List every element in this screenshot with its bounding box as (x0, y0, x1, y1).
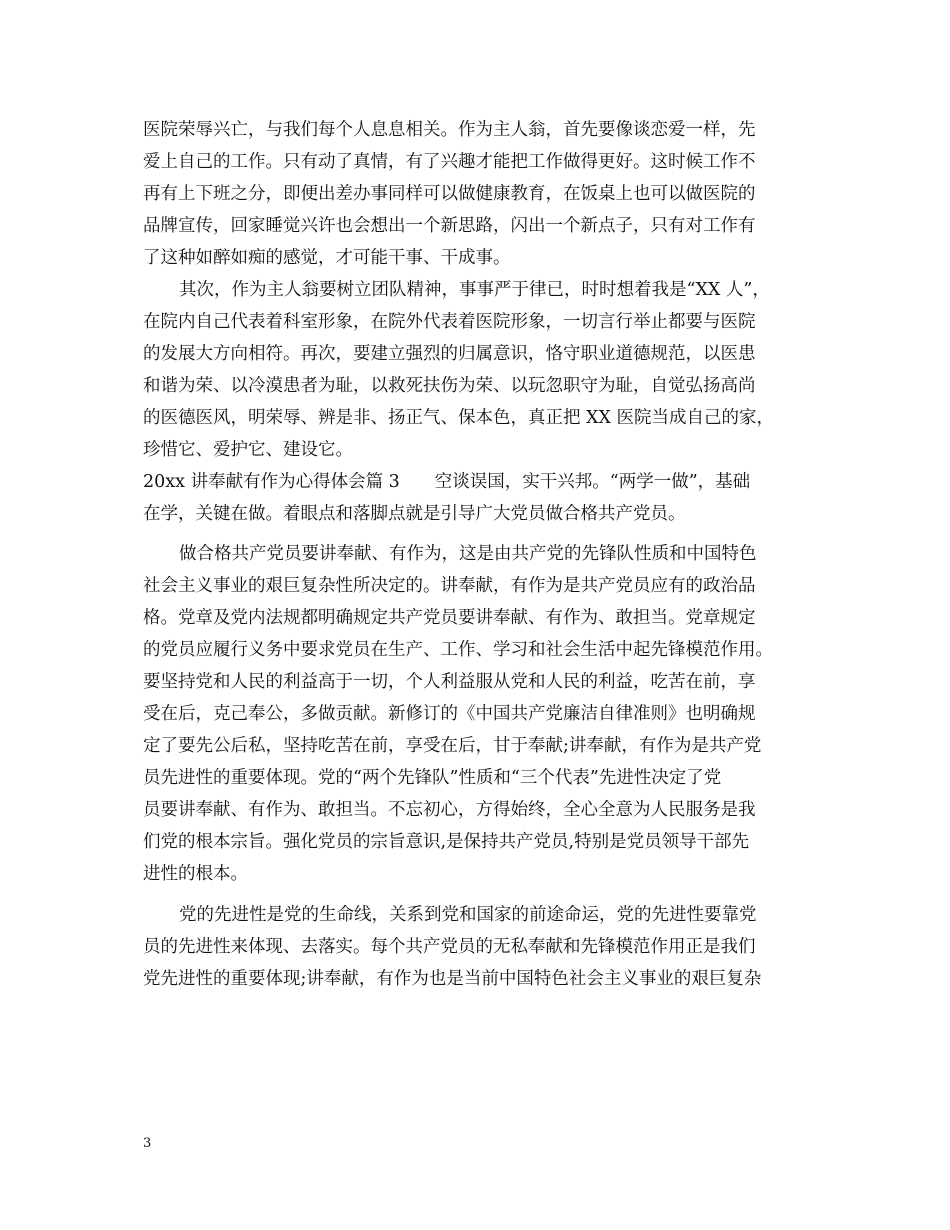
text-line: 受在后，克己奉公，多做贡献。新修订的《中国共产党廉洁自律准则》也明确规 (143, 704, 756, 724)
text-line: 做合格共产党员要讲奉献、有作为，这是由共产党的先锋队性质和中国特色 (179, 544, 757, 564)
text-line: 定了要先公后私，坚持吃苦在前，享受在后，甘于奉献;讲奉献，有作为是共产党 (143, 736, 762, 756)
page-number: 3 (143, 1136, 152, 1151)
text-line: 格。党章及党内法规都明确规定共产党员要讲奉献、有作为、敢担当。党章规定 (143, 608, 756, 628)
text-line: 医院荣辱兴亡，与我们每个人息息相关。作为主人翁，首先要像谈恋爱一样，先 (143, 120, 756, 140)
text-line: 进性的根本。 (143, 864, 248, 884)
text-line: 的发展大方向相符。再次，要建立强烈的归属意识，恪守职业道德规范，以医患 (143, 344, 756, 364)
text-line: 们党的根本宗旨。强化党员的宗旨意识,是保持共产党员,特别是党员领导干部先 (143, 832, 750, 852)
text-line: 品牌宣传，回家睡觉兴许也会想出一个新思路，闪出一个新点子，只有对工作有 (143, 216, 756, 236)
text-line: 在院内自己代表着科室形象，在院外代表着医院形象，一切言行举止都要与医院 (143, 312, 756, 332)
text-line: 的党员应履行义务中要求党员在生产、工作、学习和社会生活中起先锋模范作用。 (143, 640, 773, 660)
text-line: 爱上自己的工作。只有动了真情，有了兴趣才能把工作做得更好。这时候工作不 (143, 152, 756, 172)
text-line: 在学，关键在做。着眼点和落脚点就是引导广大党员做合格共产党员。 (143, 504, 686, 524)
text-line: 社会主义事业的艰巨复杂性所决定的。讲奉献，有作为是共产党员应有的政治品 (143, 576, 756, 596)
text-line: 和谐为荣、以冷漠患者为耻，以救死扶伤为荣、以玩忽职守为耻，自觉弘扬高尚 (143, 376, 756, 396)
text-line: 员的先进性来体现、去落实。每个共产党员的无私奉献和先锋模范作用正是我们 (143, 937, 756, 957)
text-line: 珍惜它、爱护它、建设它。 (143, 440, 353, 460)
text-line: 其次，作为主人翁要树立团队精神，事事严于律已，时时想着我是“XX 人”， (179, 280, 770, 300)
text-line: 要坚持党和人民的利益高于一切，个人利益服从党和人民的利益，吃苦在前，享 (143, 672, 756, 692)
text-line: 了这种如醉如痴的感觉，才可能干事、干成事。 (143, 248, 511, 268)
text-line: 员先进性的重要体现。党的“两个先锋队”性质和“三个代表”先进性决定了党 (143, 768, 722, 788)
text-line: 党先进性的重要体现;讲奉献，有作为也是当前中国特色社会主义事业的艰巨复杂 (143, 969, 762, 989)
text-line: 员要讲奉献、有作为、敢担当。不忘初心，方得始终，全心全意为人民服务是我 (143, 800, 756, 820)
text-line: 的医德医风，明荣辱、辨是非、扬正气、保本色，真正把 XX 医院当成自己的家， (143, 408, 775, 428)
text-line: 再有上下班之分，即便出差办事同样可以做健康教育，在饭桌上也可以做医院的 (143, 184, 756, 204)
section-heading-line: 20xx 讲奉献有作为心得体会篇 3 空谈误国，实干兴邦。“两学一做”，基础 (143, 472, 751, 492)
text-line: 党的先进性是党的生命线，关系到党和国家的前途命运，党的先进性要靠党 (179, 905, 757, 925)
